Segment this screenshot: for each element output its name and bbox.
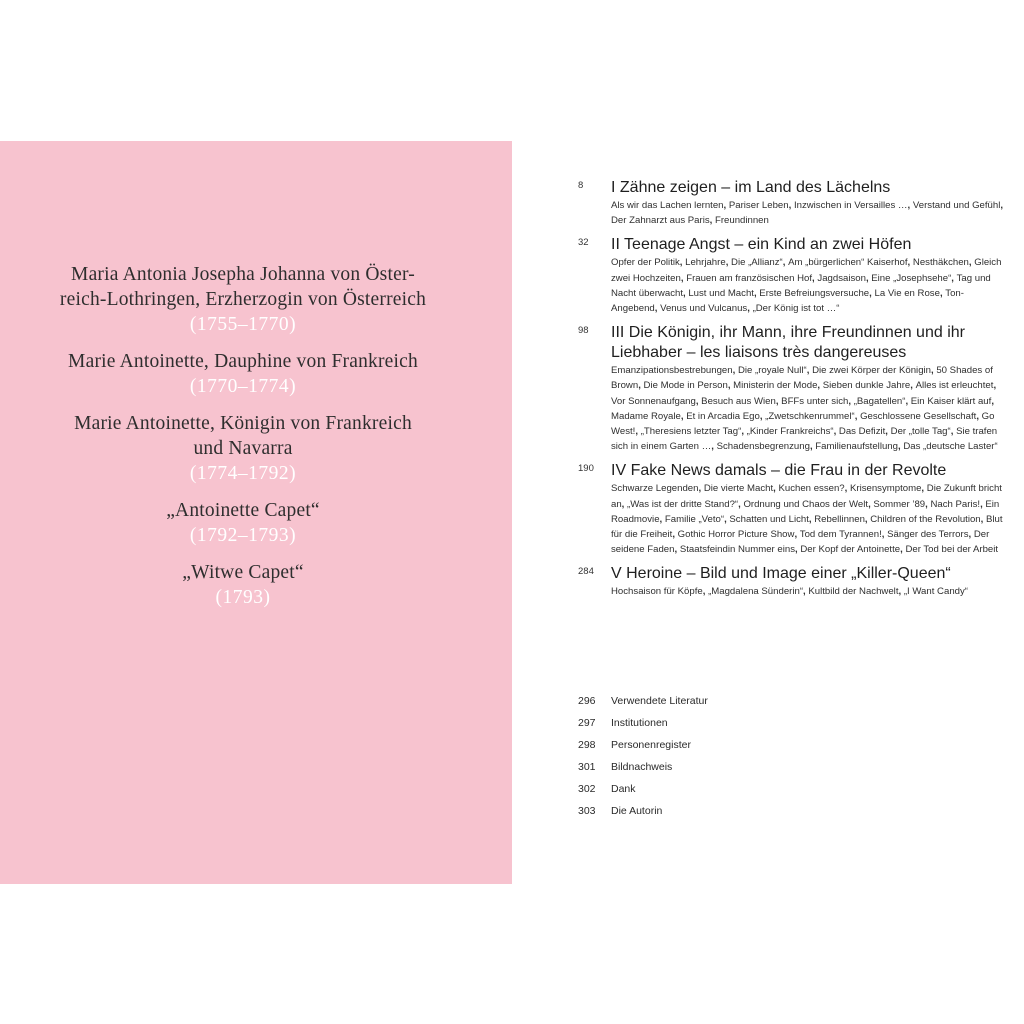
subsection-item: Familienaufstellung , <box>815 441 903 452</box>
subsection-item: „Magdalena Sünderin“ , <box>708 586 808 597</box>
subsection-item: Ministerin der Mode , <box>733 380 823 391</box>
subsection-item: Der Tod bei der Arbeit <box>905 544 999 556</box>
subsection-item: Nesthäkchen , <box>913 257 974 268</box>
subsection-item: Als wir das Lachen lernten , <box>611 200 729 211</box>
appendix-label: Personenregister <box>611 739 691 751</box>
subsection-item: Das „deutsche Laster“ <box>903 441 998 453</box>
subsection-item: Schadensbegrenzung , <box>717 441 816 452</box>
subsection-item: Geschlossene Gesellschaft , <box>860 411 982 422</box>
subsection-item: Das Defizit , <box>839 426 891 437</box>
subsection-item: Ein Kaiser klärt auf , <box>911 396 994 407</box>
subsection-item: Schatten und Licht , <box>729 514 814 525</box>
subsection-item: BFFs unter sich , <box>781 396 854 407</box>
name-entry-4 <box>0 560 486 610</box>
subsection-item: Emanzipationsbestrebungen , <box>611 365 738 376</box>
subsection-item: Sieben dunkle Jahre , <box>823 380 916 391</box>
toc-chapter[interactable] <box>578 235 1008 316</box>
table-of-contents <box>578 178 1008 607</box>
subsection-item: „Bagatellen“ , <box>854 396 911 407</box>
subsection-item: Tod dem Tyrannen! , <box>800 529 887 540</box>
subsection-item: Ein Roadmovie , <box>611 499 999 525</box>
subsection-item: Frauen am französischen Hof , <box>686 273 817 284</box>
subsection-item: „Der König ist tot …“ <box>752 303 840 315</box>
chapter-title: I Zähne zeigen – im Land des Lächelns <box>611 179 891 196</box>
chapter-page-number: 284 <box>578 566 594 578</box>
subsection-item: Rebellinnen , <box>814 514 870 525</box>
subsection-item: Madame Royale , <box>611 411 686 422</box>
name-years: (1755–1770) <box>189 314 297 335</box>
subsection-item: Sommer ’89 , <box>873 499 930 510</box>
subsection-item: Alles ist erleuchtet , <box>916 380 997 391</box>
name-line: „Witwe Capet“ <box>182 562 304 583</box>
name-line: „Antoinette Capet“ <box>166 500 320 521</box>
chapter-subsections <box>611 198 1008 228</box>
name-entry-1 <box>0 349 486 399</box>
name-line: Maria Antonia Josepha Johanna von Öster- <box>71 264 415 285</box>
subsection-item: Besuch aus Wien , <box>701 396 781 407</box>
subsection-item: Nach Paris! , <box>930 499 985 510</box>
toc-chapter[interactable] <box>578 461 1008 557</box>
chapter-page-number: 32 <box>578 237 589 249</box>
name-years: (1770–1774) <box>189 376 297 397</box>
name-entry-3 <box>0 498 486 548</box>
subsection-item: Hochsaison für Köpfe , <box>611 586 708 597</box>
subsection-item: Die zwei Körper der Königin , <box>812 365 936 376</box>
chapter-title: III Die Königin, ihr Mann, ihre Freundinnen und ihr Liebhaber – les liaisons très dangereuses <box>611 324 965 362</box>
subsection-item: Der Kopf der Antoinette , <box>800 544 905 555</box>
subsection-item: Der seidene Faden , <box>611 529 989 555</box>
name-line: reich-Lothringen, Erzherzogin von Österreich <box>59 289 427 310</box>
subsection-item: Die Mode in Person , <box>644 380 734 391</box>
subsection-item: Children of the Revolution , <box>870 514 986 525</box>
appendix-page-number: 297 <box>578 717 596 729</box>
subsection-item: Der „tolle Tag“ , <box>891 426 956 437</box>
appendix-label: Bildnachweis <box>611 761 673 773</box>
subsection-item: „Kinder Frankreichs“ , <box>747 426 839 437</box>
subsection-item: Go West! , <box>611 411 994 437</box>
subsection-item: Die vierte Macht , <box>704 483 779 494</box>
toc-chapter[interactable] <box>578 323 1008 454</box>
chapter-title: IV Fake News damals – die Frau in der Revolte <box>611 462 947 480</box>
appendix-row[interactable] <box>578 715 978 737</box>
chapter-subsections <box>611 584 1008 599</box>
appendix-list <box>578 693 978 825</box>
subsection-item: „Was ist der dritte Stand?“ , <box>627 499 743 510</box>
subsection-item: Krisensymptome , <box>850 483 927 494</box>
subsection-item: 50 Shades of Brown , <box>611 365 993 391</box>
subsection-item: Lehrjahre , <box>685 257 731 268</box>
subsection-item: Schwarze Legenden , <box>611 483 704 494</box>
subsection-item: Die Zukunft bricht an , <box>611 483 1002 509</box>
chapter-subsections <box>611 255 1008 316</box>
subsection-item: Freundinnen <box>714 215 769 227</box>
name-years: (1774–1792) <box>189 463 297 484</box>
subsection-item: Inzwischen in Versailles … , <box>794 200 913 211</box>
subsection-item: Staatsfeindin Nummer eins , <box>680 544 801 555</box>
appendix-page-number: 302 <box>578 783 596 795</box>
subsection-item: Lust und Macht , <box>688 288 759 299</box>
subsection-item: Die „Allianz“ , <box>731 257 788 268</box>
subsection-item: Venus und Vulcanus , <box>660 303 752 314</box>
subsection-item: Blut für die Freiheit , <box>611 514 1003 540</box>
subsection-item: Ordnung und Chaos der Welt , <box>743 499 873 510</box>
subsection-item: Verstand und Gefühl , <box>913 200 1003 211</box>
subsection-item: Familie „Veto“ , <box>665 514 730 525</box>
subsection-item: Sänger des Terrors , <box>887 529 974 540</box>
appendix-row[interactable] <box>578 759 978 781</box>
appendix-label: Verwendete Literatur <box>611 695 708 707</box>
name-years: (1792–1793) <box>189 525 297 546</box>
appendix-label: Institutionen <box>611 717 668 729</box>
subsection-item: Kultbild der Nachwelt , <box>808 586 903 597</box>
name-line: und Navarra <box>193 438 293 459</box>
subsection-item: Eine „Josephsehe“ , <box>871 273 956 284</box>
subsection-item: Gothic Horror Picture Show , <box>678 529 800 540</box>
subsection-item: Et in Arcadia Ego , <box>686 411 765 422</box>
appendix-row[interactable] <box>578 693 978 715</box>
appendix-page-number: 296 <box>578 695 596 707</box>
appendix-row[interactable] <box>578 803 978 825</box>
chapter-title: II Teenage Angst – ein Kind an zwei Höfen <box>611 236 912 254</box>
subsection-item: Erste Befreiungsversuche , <box>759 288 874 299</box>
toc-chapter[interactable] <box>578 564 1008 599</box>
subsection-item: Ton-Angebend , <box>611 288 964 314</box>
appendix-page-number: 303 <box>578 805 596 817</box>
chapter-subsections <box>611 363 1008 454</box>
subsection-item: Die „royale Null“ , <box>738 365 812 376</box>
subsection-item: Gleich zwei Hochzeiten , <box>611 257 1001 283</box>
name-line: Marie Antoinette, Dauphine von Frankreich <box>68 351 418 372</box>
appendix-page-number: 301 <box>578 761 596 773</box>
name-line: Marie Antoinette, Königin von Frankreich <box>74 413 412 434</box>
name-entry-0 <box>0 262 486 337</box>
name-years: (1793) <box>215 587 271 608</box>
name-entry-2 <box>0 411 486 486</box>
subsection-item: Der Zahnarzt aus Paris , <box>611 215 715 226</box>
subsection-item: Am „bürgerlichen“ Kaiserhof , <box>788 257 913 268</box>
chapter-page-number: 8 <box>578 180 584 191</box>
chapter-page-number: 98 <box>578 325 589 337</box>
appendix-row[interactable] <box>578 737 978 759</box>
subsection-item: La Vie en Rose , <box>875 288 946 299</box>
subsection-item: Vor Sonnenaufgang , <box>611 396 701 407</box>
appendix-row[interactable] <box>578 781 978 803</box>
subsection-item: „Zwetschkenrummel“ , <box>765 411 860 422</box>
appendix-page-number: 298 <box>578 739 596 751</box>
toc-chapter[interactable] <box>578 178 1008 228</box>
subsection-item: Jagdsaison , <box>817 273 871 284</box>
subsection-item: Tag und Nacht überwacht , <box>611 273 991 299</box>
subsection-item: Sie trafen sich in einem Garten … , <box>611 426 997 452</box>
chapter-page-number: 190 <box>578 463 594 475</box>
appendix-label: Dank <box>611 783 636 795</box>
chapter-title: V Heroine – Bild und Image einer „Killer-Queen“ <box>611 565 951 583</box>
appendix-label: Die Autorin <box>611 805 663 817</box>
subsection-item: Pariser Leben , <box>729 200 794 211</box>
chapter-subsections <box>611 481 1008 557</box>
name-list <box>0 262 486 622</box>
subsection-item: Opfer der Politik , <box>611 257 685 268</box>
subsection-item: „Theresiens letzter Tag“ , <box>641 426 747 437</box>
subsection-item: „I Want Candy“ <box>903 586 968 598</box>
subsection-item: Kuchen essen? , <box>778 483 849 494</box>
